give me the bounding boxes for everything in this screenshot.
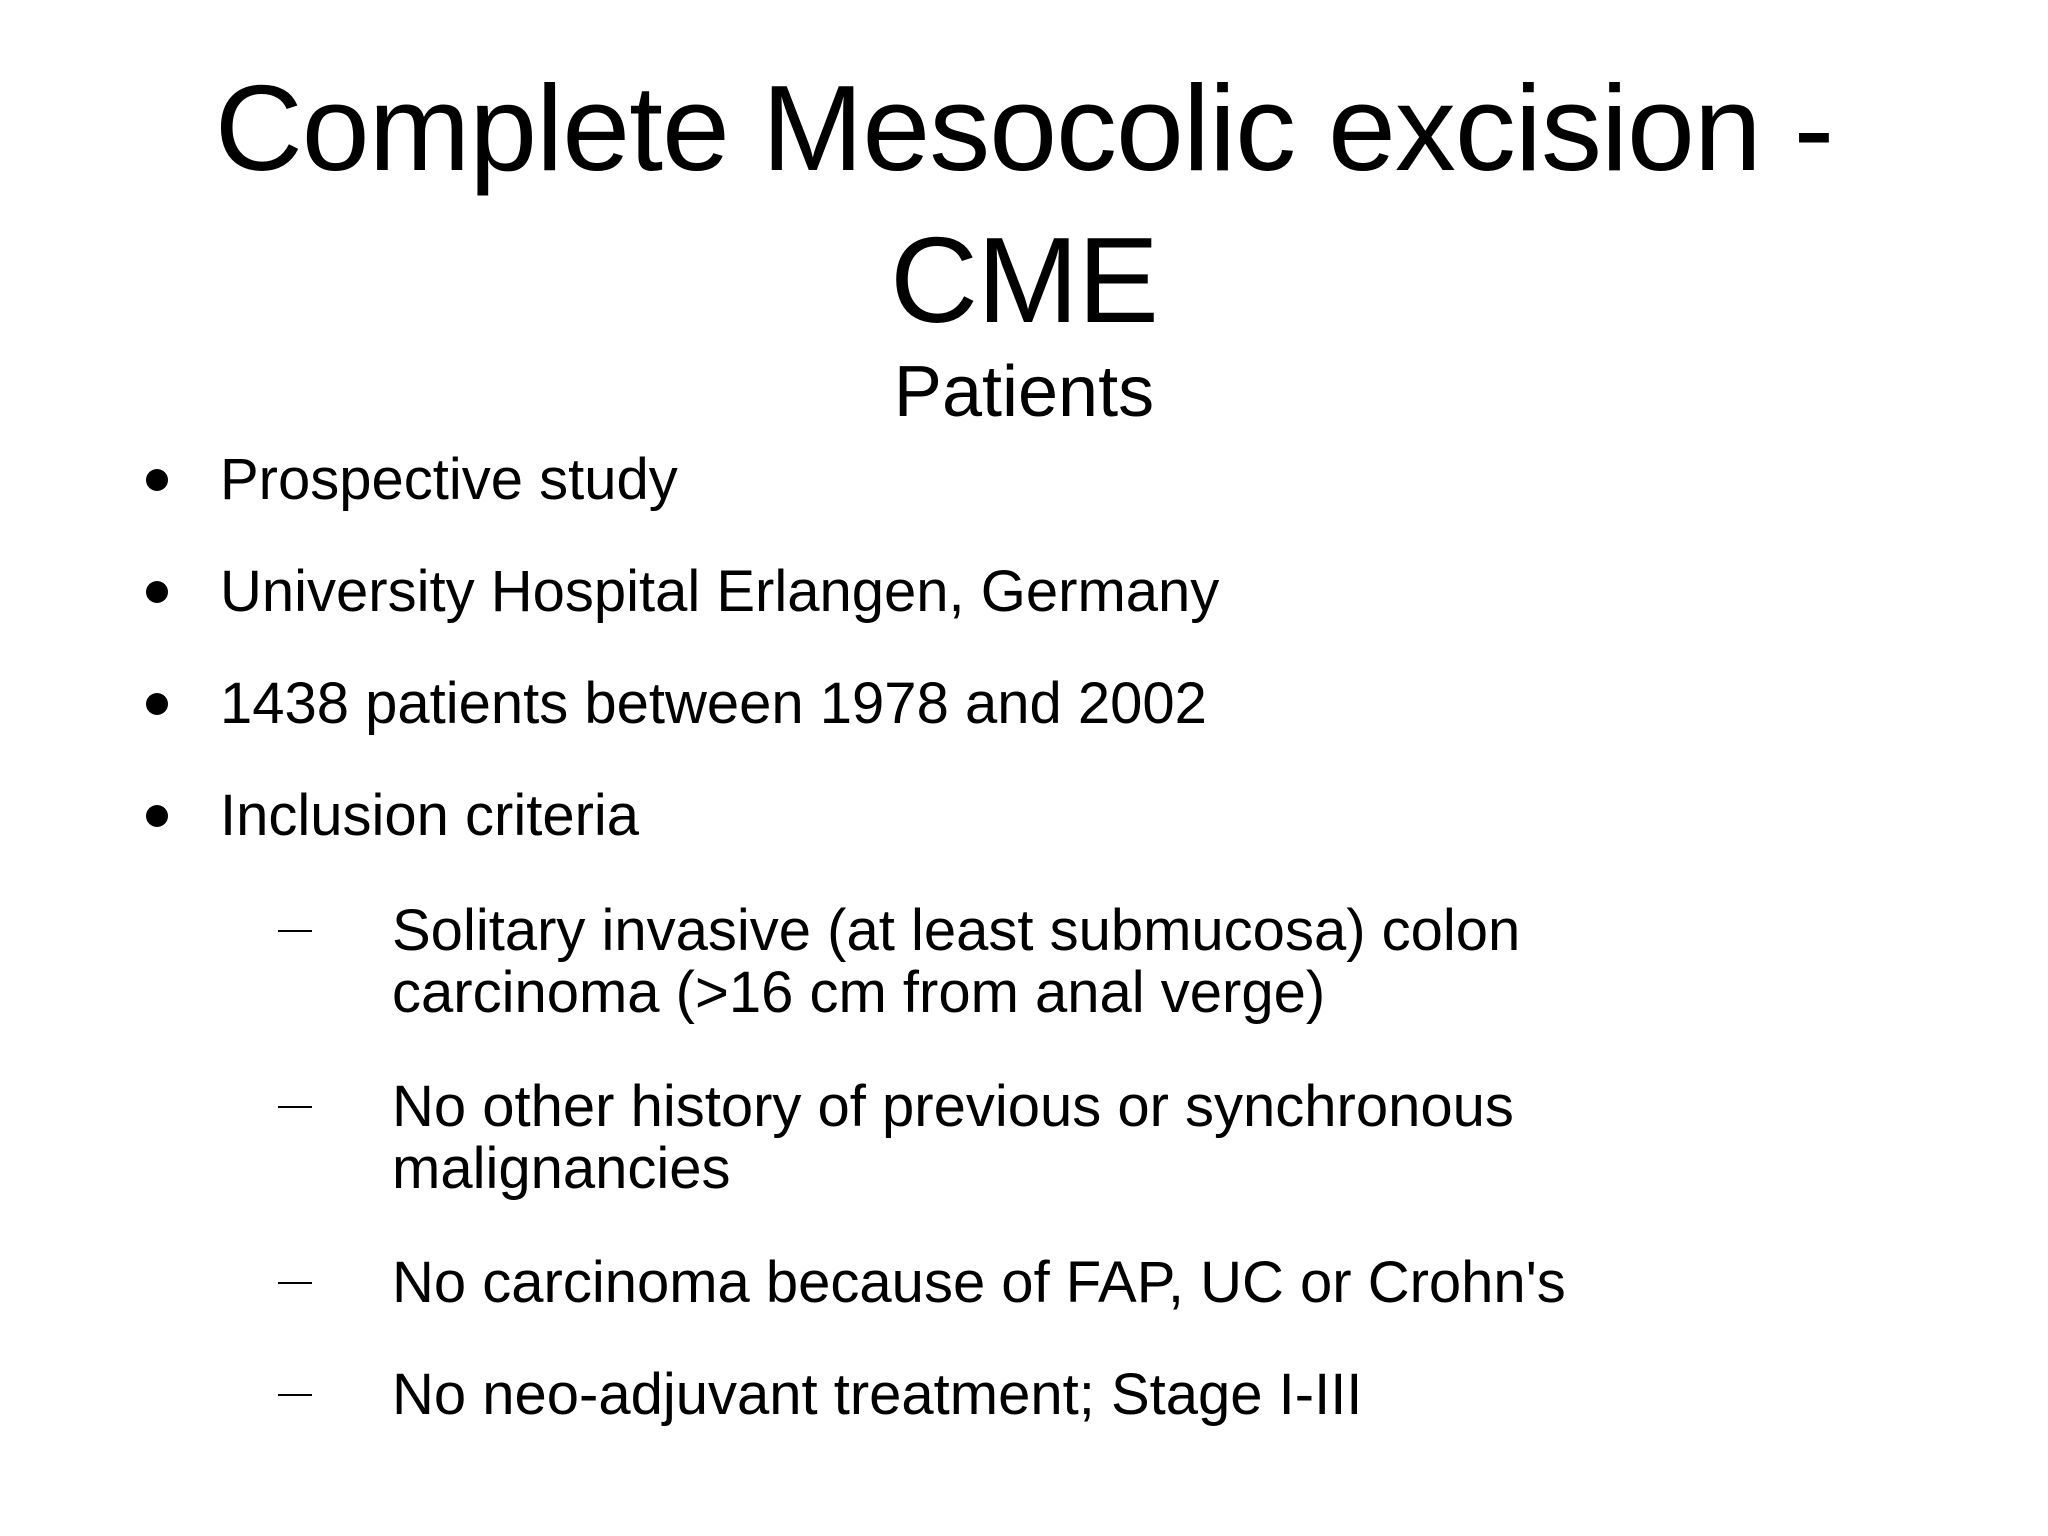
bullet-text: Prospective study (220, 447, 678, 512)
sub-bullet-text (392, 1364, 1772, 1426)
slide-subtitle: Patients (893, 352, 1155, 432)
bullet-dot-icon (146, 693, 168, 715)
sub-bullet-line: carcinoma (>16 cm from anal verge) (392, 960, 1326, 1025)
bullet-text: University Hospital Erlangen, Germany (220, 559, 1220, 624)
sub-bullet-line: Solitary invasive (at least submucosa) colon (392, 898, 1521, 963)
bullet-dot-icon (146, 469, 168, 491)
sub-bullet-line: No neo-adjuvant treatment; Stage I-III (392, 1362, 1363, 1427)
slide-title-line-2: CME (889, 212, 1159, 348)
dash-icon (278, 930, 312, 932)
sub-bullet-text (392, 1252, 1772, 1314)
sub-bullet-line: No carcinoma because of FAP, UC or Crohn's (392, 1250, 1566, 1315)
sub-bullet-text (392, 1076, 1772, 1200)
slide-title-line-1: Complete Mesocolic excision - (214, 60, 1834, 196)
bullet-text: Inclusion criteria (220, 783, 640, 848)
dash-icon (278, 1282, 312, 1284)
sub-bullet-text (392, 900, 1772, 1024)
bullet-text: 1438 patients between 1978 and 2002 (220, 671, 1207, 736)
bullet-dot-icon (146, 581, 168, 603)
sub-bullet-line: malignancies (392, 1136, 731, 1201)
dash-icon (278, 1106, 312, 1108)
bullet-dot-icon (146, 805, 168, 827)
sub-bullet-line: No other history of previous or synchronous (392, 1074, 1514, 1139)
dash-icon (278, 1394, 312, 1396)
